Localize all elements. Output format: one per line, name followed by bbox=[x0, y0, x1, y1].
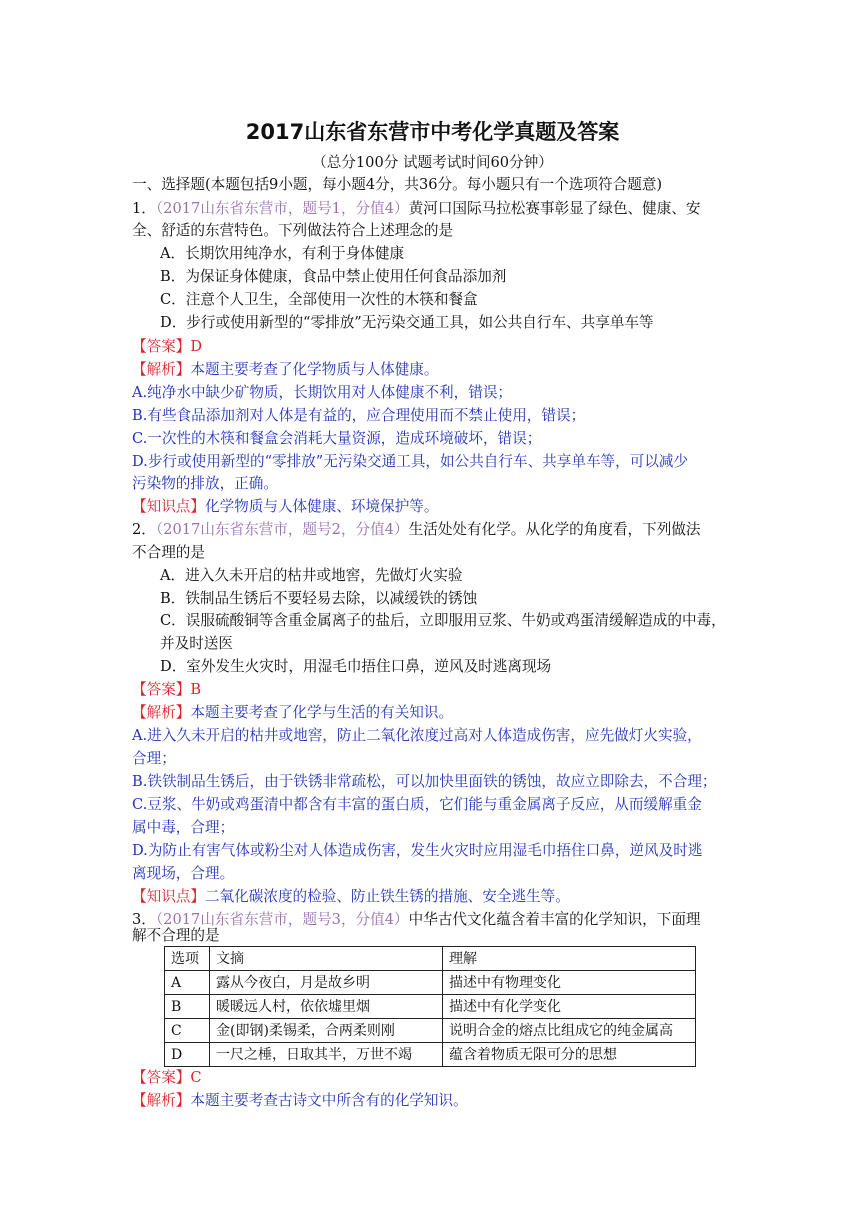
q2-explain-a1: A.进入久未开启的枯井或地窖，防止二氧化浓度过高对人体造成伤害，应先做灯火实验， bbox=[132, 727, 702, 744]
table-cell: 蕴含着物质无限可分的思想 bbox=[443, 1043, 696, 1067]
table-cell: 一尺之棰，日取其半，万世不竭 bbox=[210, 1043, 443, 1067]
exam-info: （总分100分 试题考试时间60分钟） bbox=[312, 154, 553, 171]
q2-explain-a2: 合理； bbox=[132, 750, 176, 767]
q2-analysis: 【解析】本题主要考查了化学与生活的有关知识。 bbox=[132, 704, 454, 721]
table-cell: A bbox=[165, 971, 210, 995]
table-cell: C bbox=[165, 1019, 210, 1043]
table-row bbox=[165, 995, 696, 1019]
q1-stem-line2: 全、舒适的东营特色。下列做法符合上述理念的是 bbox=[132, 222, 454, 239]
q3-source: （2017山东省东营市，题号3，分值4） bbox=[155, 911, 409, 928]
q2-source: （2017山东省东营市，题号2，分值4） bbox=[155, 521, 409, 538]
q2-option-c1: C．误服硫酸铜等含重金属离子的盐后，立即服用豆浆、牛奶或鸡蛋清缓解造成的中毒， bbox=[160, 612, 726, 629]
q2-explain-b: B.铁铁制品生锈后，由于铁锈非常疏松，可以加快里面铁的锈蚀，故应立即除去，不合理； bbox=[132, 773, 717, 790]
q2-option-d: D．室外发生火灾时，用湿毛巾捂住口鼻，逆风及时逃离现场 bbox=[160, 658, 552, 675]
q2-explain-d1: D.为防止有害气体或粉尘对人体造成伤害，发生火灾时应用湿毛巾捂住口鼻，逆风及时逃 bbox=[132, 842, 703, 859]
table-cell: 说明合金的熔点比组成它的纯金属高 bbox=[443, 1019, 696, 1043]
table-cell: 露从今夜白，月是故乡明 bbox=[210, 971, 443, 995]
q1-option-b: B．为保证身体健康，食品中禁止使用任何食品添加剂 bbox=[160, 268, 507, 285]
q1-explain-d2: 污染物的排放，正确。 bbox=[132, 475, 278, 492]
q3-stem-line2: 解不合理的是 bbox=[132, 927, 220, 944]
q2-explain-c2: 属中毒，合理； bbox=[132, 819, 235, 836]
q2-option-c2: 并及时送医 bbox=[160, 635, 233, 652]
q1-explain-d1: D.步行或使用新型的“零排放”无污染交通工具，如公共自行车、共享单车等，可以减少 bbox=[132, 453, 689, 470]
table-cell: D bbox=[165, 1043, 210, 1067]
q2-answer: 【答案】B bbox=[132, 681, 202, 698]
q1-option-c: C．注意个人卫生，全部使用一次性的木筷和餐盒 bbox=[160, 291, 478, 308]
table-header-cell: 理解 bbox=[443, 947, 696, 971]
page-title: 2017山东省东营市中考化学真题及答案 bbox=[245, 120, 620, 144]
q1-stem-line1: 1．（2017山东省东营市，题号1，分值4）黄河口国际马拉松赛事彰显了绿色、健康、安 bbox=[132, 200, 701, 217]
table-row bbox=[165, 1019, 696, 1043]
table-row bbox=[165, 1043, 696, 1067]
q1-option-d: D．步行或使用新型的“零排放”无污染交通工具，如公共自行车、共享单车等 bbox=[160, 314, 654, 331]
q1-explain-c: C.一次性的木筷和餐盒会消耗大量资源，造成环境破坏，错误； bbox=[132, 430, 542, 447]
q1-explain-b: B.有些食品添加剂对人体是有益的，应合理使用而不禁止使用，错误； bbox=[132, 407, 586, 424]
q3-stem-line1: 3．（2017山东省东营市，题号3，分值4）中华古代文化蕴含着丰富的化学知识，下面理 bbox=[132, 911, 701, 928]
q3-analysis: 【解析】本题主要考查古诗文中所含有的化学知识。 bbox=[132, 1092, 468, 1109]
table-cell: 暖暖远人村，依依墟里烟 bbox=[210, 995, 443, 1019]
q2-stem-line2: 不合理的是 bbox=[132, 544, 205, 561]
q1-analysis: 【解析】本题主要考查了化学物质与人体健康。 bbox=[132, 361, 439, 378]
table-cell: B bbox=[165, 995, 210, 1019]
q3-table bbox=[164, 946, 696, 1067]
q2-explain-c1: C.豆浆、牛奶或鸡蛋清中都含有丰富的蛋白质，它们能与重金属离子反应，从而缓解重金 bbox=[132, 796, 702, 813]
q1-source: （2017山东省东营市，题号1，分值4） bbox=[155, 200, 409, 217]
table-row bbox=[165, 971, 696, 995]
table-header-cell: 选项 bbox=[165, 947, 210, 971]
table-header-cell: 文摘 bbox=[210, 947, 443, 971]
table-cell: 描述中有化学变化 bbox=[443, 995, 696, 1019]
q1-knowledge-point: 【知识点】化学物质与人体健康、环境保护等。 bbox=[132, 498, 439, 515]
q2-explain-d2: 离现场，合理。 bbox=[132, 865, 235, 882]
section-heading: 一、选择题(本题包括9小题，每小题4分，共36分。每小题只有一个选项符合题意) bbox=[132, 176, 663, 193]
q1-option-a: A．长期饮用纯净水，有利于身体健康 bbox=[160, 245, 405, 262]
q2-stem-line1: 2．（2017山东省东营市，题号2，分值4）生活处处有化学。从化学的角度看，下列做法 bbox=[132, 521, 701, 538]
table-header-row bbox=[165, 947, 696, 971]
q1-explain-a: A.纯净水中缺少矿物质，长期饮用对人体健康不利，错误； bbox=[132, 384, 513, 401]
q2-option-a: A．进入久未开启的枯井或地窖，先做灯火实验 bbox=[160, 567, 463, 584]
q2-option-b: B．铁制品生锈后不要轻易去除，以减缓铁的锈蚀 bbox=[160, 590, 478, 607]
q2-knowledge-point: 【知识点】二氧化碳浓度的检验、防止铁生锈的措施、安全逃生等。 bbox=[132, 888, 570, 905]
table-cell: 金(即钢)柔锡柔，合两柔则刚 bbox=[210, 1019, 443, 1043]
table-cell: 描述中有物理变化 bbox=[443, 971, 696, 995]
q1-answer: 【答案】D bbox=[132, 338, 203, 355]
q3-answer: 【答案】C bbox=[132, 1069, 202, 1086]
